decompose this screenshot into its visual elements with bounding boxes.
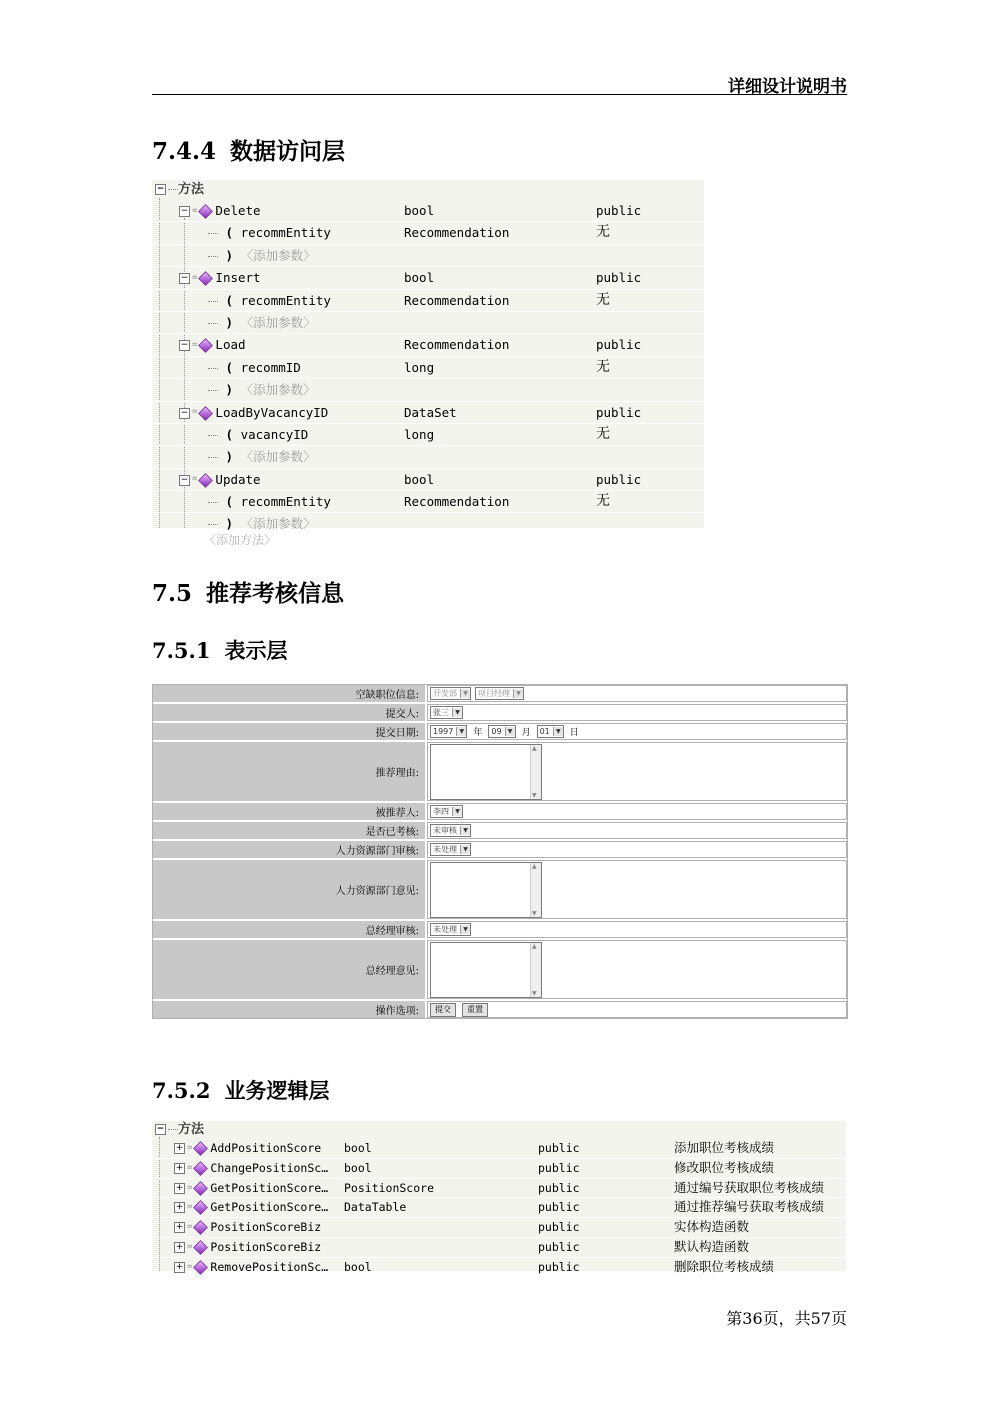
close-paren-icon: ) <box>225 449 234 465</box>
method-name: GetPositionScore… <box>210 1180 329 1195</box>
method-type: bool <box>404 270 435 286</box>
method-name: Delete <box>215 203 261 218</box>
method-node <box>179 469 261 491</box>
method-icon <box>199 473 214 488</box>
section-title: 业务逻辑层 <box>224 1078 330 1103</box>
vacancy-cell <box>427 685 847 702</box>
recommendation-assessment-form <box>152 684 848 1019</box>
method-icon <box>199 204 214 219</box>
tree-connector <box>208 390 218 391</box>
method-node <box>179 267 261 289</box>
section-heading-7-5 <box>152 575 344 608</box>
method-node <box>174 1159 328 1178</box>
nominee-select-value: 李四 <box>433 807 449 816</box>
hr-review-select[interactable] <box>430 843 471 856</box>
tree-root[interactable] <box>152 1121 846 1139</box>
method-type: DataSet <box>404 404 457 420</box>
dropdown-arrow-icon: ▼ <box>460 925 470 934</box>
tree-row-param[interactable] <box>152 491 704 513</box>
param-extra: 无 <box>596 291 610 308</box>
form-row-gm-review <box>153 921 847 940</box>
tree-connector <box>208 524 218 525</box>
tree-row-add-param[interactable] <box>152 312 704 334</box>
method-node <box>179 200 261 222</box>
collapse-icon[interactable]: − <box>156 184 165 194</box>
param-extra: 无 <box>596 358 610 375</box>
method-link-icon: = <box>192 205 198 216</box>
submitter-select-value: 张三 <box>433 708 449 717</box>
form-row-nominee <box>153 803 847 822</box>
department-select-value: 开发部 <box>433 689 457 698</box>
tree-row-add-param[interactable] <box>152 446 704 468</box>
param-node <box>208 222 331 243</box>
tree-row-add-param[interactable] <box>152 379 704 401</box>
method-description: 默认构造函数 <box>674 1238 750 1254</box>
method-node <box>174 1198 328 1217</box>
year-unit: 年 <box>473 728 483 738</box>
assessed-select[interactable] <box>430 824 471 837</box>
tree-row-method[interactable] <box>152 267 704 289</box>
month-select[interactable] <box>488 725 515 738</box>
document-title: 详细设计说明书 <box>728 77 847 97</box>
method-node <box>174 1218 321 1237</box>
method-node <box>174 1139 321 1158</box>
expand-icon[interactable]: + <box>175 1222 184 1233</box>
method-type: DataTable <box>344 1200 407 1215</box>
year-select[interactable] <box>430 725 467 738</box>
method-name: ChangePositionSc… <box>210 1160 329 1175</box>
expand-icon[interactable]: + <box>175 1241 184 1252</box>
tree-row-add-method[interactable] <box>152 532 704 547</box>
collapse-icon[interactable]: − <box>156 1124 165 1134</box>
method-link-icon: = <box>192 272 198 283</box>
gm-review-cell <box>427 921 847 938</box>
dal-rows <box>152 200 704 536</box>
section-number: 7.4.4 <box>152 138 217 165</box>
method-access: public <box>596 404 642 420</box>
method-name: AddPositionScore <box>210 1141 322 1155</box>
tree-row-param[interactable] <box>152 290 704 312</box>
collapse-icon[interactable]: − <box>180 340 189 351</box>
section-heading-7-5-1 <box>152 635 287 665</box>
gm-review-label: 总经理审核: <box>153 921 425 938</box>
dropdown-arrow-icon: ▼ <box>553 727 563 736</box>
method-access: public <box>596 471 642 487</box>
year-select-value: 1997 <box>433 727 454 736</box>
dropdown-arrow-icon: ▼ <box>452 807 462 816</box>
method-node <box>174 1258 328 1277</box>
dropdown-arrow-icon: ▼ <box>456 727 466 736</box>
method-name: GetPositionScore… <box>210 1200 329 1215</box>
add-param-node <box>208 379 316 400</box>
tree-row-method[interactable] <box>152 334 704 356</box>
dropdown-arrow-icon: ▼ <box>513 689 523 698</box>
add-param-node <box>208 312 316 333</box>
param-node <box>208 357 301 378</box>
method-type: bool <box>344 1259 372 1274</box>
tree-row-method[interactable] <box>152 402 704 424</box>
form-row-submitter <box>153 704 847 723</box>
param-name: recommEntity <box>240 494 331 510</box>
tree-connector <box>168 189 178 190</box>
param-name: recommID <box>240 359 301 375</box>
page-footer <box>726 1306 847 1329</box>
tree-row-method[interactable] <box>152 1139 846 1159</box>
hr-opinion-textarea[interactable] <box>430 862 542 918</box>
method-node <box>179 334 246 356</box>
method-type: bool <box>344 1141 372 1155</box>
position-select-value: 项目经理 <box>478 689 510 698</box>
method-link-icon: = <box>187 1242 193 1253</box>
method-name: Insert <box>215 270 261 286</box>
collapse-icon[interactable]: − <box>180 206 189 216</box>
expand-icon[interactable]: + <box>175 1182 184 1193</box>
tree-connector <box>208 368 218 369</box>
section-number: 7.5.1 <box>152 638 211 663</box>
gm-opinion-textarea[interactable] <box>430 942 542 998</box>
open-paren-icon: ( <box>225 494 234 510</box>
dropdown-arrow-icon: ▼ <box>460 689 470 698</box>
textarea-scrollbar[interactable] <box>530 943 541 997</box>
method-link-icon: = <box>192 474 198 485</box>
expand-icon[interactable]: + <box>175 1202 184 1213</box>
tree-row-param[interactable] <box>152 357 704 379</box>
method-icon <box>194 1260 209 1275</box>
gm-review-select-value: 未处理 <box>433 925 457 934</box>
collapse-icon[interactable]: − <box>180 407 189 418</box>
method-link-icon: = <box>192 340 198 351</box>
form-row-vacancy <box>153 685 847 704</box>
method-type: bool <box>344 1160 372 1175</box>
add-param-node <box>208 446 316 467</box>
nominee-select[interactable] <box>430 805 463 818</box>
method-name: LoadByVacancyID <box>215 404 329 420</box>
dropdown-arrow-icon: ▼ <box>460 845 470 854</box>
page-number: 第36页，共57页 <box>726 1309 847 1328</box>
position-select[interactable] <box>475 687 524 700</box>
date-cell <box>427 723 847 740</box>
close-paren-icon: ) <box>225 382 234 398</box>
method-description: 删除职位考核成绩 <box>674 1258 775 1274</box>
hr-review-cell <box>427 841 847 858</box>
method-icon <box>194 1141 209 1156</box>
method-description: 添加职位考核成绩 <box>674 1140 775 1155</box>
param-node <box>208 290 331 311</box>
method-access: public <box>538 1141 580 1155</box>
close-paren-icon: ) <box>225 516 234 532</box>
method-type: Recommendation <box>404 337 510 353</box>
form-row-assessed <box>153 822 847 841</box>
add-param-label: 〈添加参数〉 <box>240 382 316 398</box>
add-param-label: 〈添加参数〉 <box>240 449 316 465</box>
tree-root-label: 方法 <box>178 1122 205 1137</box>
tree-row-method[interactable] <box>152 1198 846 1218</box>
method-icon <box>199 271 214 286</box>
section-title: 表示层 <box>224 638 288 663</box>
method-name: PositionScoreBiz <box>210 1220 322 1235</box>
submitter-label: 提交人: <box>153 704 425 721</box>
nominee-label: 被推荐人: <box>153 803 425 820</box>
method-link-icon: = <box>187 1202 193 1213</box>
expand-icon[interactable]: + <box>175 1162 184 1173</box>
tree-row-method[interactable] <box>152 1179 846 1199</box>
method-access: public <box>538 1160 580 1175</box>
tree-row-param[interactable] <box>152 424 704 446</box>
tree-connector <box>168 1129 178 1130</box>
hr-opinion-label: 人力资源部门意见: <box>153 860 425 919</box>
method-icon <box>194 1161 209 1176</box>
method-icon <box>194 1201 209 1216</box>
expand-icon[interactable]: + <box>175 1261 184 1272</box>
param-type: Recommendation <box>404 292 510 308</box>
open-paren-icon: ( <box>225 225 234 241</box>
tree-connector <box>208 435 218 436</box>
collapse-icon[interactable]: − <box>180 273 189 284</box>
tree-connector <box>208 323 218 324</box>
method-access: public <box>538 1239 580 1254</box>
open-paren-icon: ( <box>225 359 234 375</box>
method-node <box>174 1179 328 1198</box>
method-type: PositionScore <box>344 1180 435 1195</box>
dropdown-arrow-icon: ▼ <box>460 826 470 835</box>
gm-review-select[interactable] <box>430 923 471 936</box>
tree-connector <box>208 256 218 257</box>
tree-row-method[interactable] <box>152 1159 846 1179</box>
method-access: public <box>538 1220 580 1235</box>
method-link-icon: = <box>187 1162 193 1173</box>
method-description: 实体构造函数 <box>674 1219 750 1235</box>
method-link-icon: = <box>187 1222 193 1233</box>
method-node <box>179 402 328 424</box>
method-link-icon: = <box>187 1261 193 1272</box>
tree-root[interactable] <box>152 180 704 200</box>
submitter-select[interactable] <box>430 706 463 719</box>
add-param-node <box>208 245 316 266</box>
method-node <box>174 1238 321 1257</box>
param-name: recommEntity <box>240 292 331 308</box>
param-type: Recommendation <box>404 494 510 510</box>
method-icon <box>194 1240 209 1255</box>
method-access: public <box>538 1259 580 1274</box>
open-paren-icon: ( <box>225 292 234 308</box>
method-link-icon: = <box>187 1143 193 1154</box>
reason-textarea[interactable] <box>430 744 542 800</box>
nominee-cell <box>427 803 847 820</box>
form-row-reason <box>153 742 847 803</box>
section-heading-7-4-4 <box>152 133 345 166</box>
assessed-cell <box>427 822 847 839</box>
method-access: public <box>538 1180 580 1195</box>
expand-icon[interactable]: + <box>175 1143 184 1153</box>
date-label: 提交日期: <box>153 723 425 740</box>
method-description: 修改职位考核成绩 <box>674 1159 775 1175</box>
bll-rows <box>152 1139 846 1278</box>
page-header <box>152 72 847 95</box>
assessed-select-value: 未审核 <box>433 826 457 835</box>
form-row-ops <box>153 1001 847 1018</box>
assessed-label: 是否已考核: <box>153 822 425 839</box>
method-type: bool <box>404 203 435 218</box>
tree-row-method[interactable] <box>152 1258 846 1278</box>
open-paren-icon: ( <box>225 426 234 442</box>
tree-connector <box>208 457 218 458</box>
method-icon <box>199 338 214 353</box>
ops-label: 操作选项: <box>153 1001 425 1018</box>
method-link-icon: = <box>192 407 198 418</box>
add-method-label: 〈添加方法〉 <box>204 532 277 547</box>
form-row-gm-opinion <box>153 940 847 1001</box>
method-icon <box>194 1181 209 1196</box>
reset-button[interactable]: 重置 <box>462 1003 488 1017</box>
tree-row-method[interactable] <box>152 1218 846 1238</box>
tree-row-method[interactable] <box>152 469 704 491</box>
tree-root-label: 方法 <box>178 182 205 197</box>
dropdown-arrow-icon: ▼ <box>452 708 462 717</box>
tree-row-param[interactable] <box>152 222 704 244</box>
tree-row-method[interactable] <box>152 1238 846 1258</box>
tree-row-method[interactable] <box>152 200 704 222</box>
method-description: 通过推荐编号获取考核成绩 <box>674 1199 825 1215</box>
section-heading-7-5-2 <box>152 1075 329 1105</box>
submit-button[interactable]: 提交 <box>430 1003 456 1017</box>
day-unit: 日 <box>569 728 579 738</box>
textarea-scrollbar[interactable] <box>530 863 541 917</box>
method-name: PositionScoreBiz <box>210 1239 322 1254</box>
submitter-cell <box>427 704 847 721</box>
day-select[interactable] <box>537 725 564 738</box>
tree-connector <box>208 301 218 302</box>
section-number: 7.5.2 <box>152 1078 211 1103</box>
add-param-label: 〈添加参数〉 <box>240 516 316 532</box>
tree-connector <box>208 233 218 234</box>
section-number: 7.5 <box>152 580 193 607</box>
form-row-hr-review <box>153 841 847 860</box>
method-access: public <box>596 203 642 218</box>
method-description: 通过编号获取职位考核成绩 <box>674 1179 825 1195</box>
day-select-value: 01 <box>539 727 550 736</box>
method-icon <box>199 406 214 421</box>
add-param-label: 〈添加参数〉 <box>240 247 316 263</box>
param-type: Recommendation <box>404 225 510 241</box>
vacancy-label: 空缺职位信息: <box>153 685 425 702</box>
bll-method-tree <box>152 1121 846 1274</box>
department-select[interactable] <box>430 687 471 700</box>
method-access: public <box>596 270 642 286</box>
method-icon <box>194 1220 209 1235</box>
method-link-icon: = <box>187 1182 193 1193</box>
tree-row-add-param[interactable] <box>152 245 704 267</box>
reason-cell <box>427 742 847 801</box>
form-row-date <box>153 723 847 742</box>
param-node <box>208 491 331 512</box>
collapse-icon[interactable]: − <box>180 474 189 485</box>
section-title: 数据访问层 <box>230 138 346 165</box>
param-name: recommEntity <box>240 225 331 241</box>
textarea-scrollbar[interactable] <box>530 745 541 799</box>
method-type: bool <box>404 471 435 487</box>
param-extra: 无 <box>596 224 610 241</box>
gm-opinion-cell <box>427 940 847 999</box>
param-extra: 无 <box>596 493 610 510</box>
dropdown-arrow-icon: ▼ <box>505 727 515 736</box>
form-row-hr-opinion <box>153 860 847 921</box>
method-name: Update <box>215 471 261 487</box>
section-title: 推荐考核信息 <box>206 580 345 607</box>
close-paren-icon: ) <box>225 247 234 263</box>
param-type: long <box>404 359 435 375</box>
method-access: public <box>538 1200 580 1215</box>
reason-label: 推荐理由: <box>153 742 425 801</box>
add-param-label: 〈添加参数〉 <box>240 314 316 330</box>
close-paren-icon: ) <box>225 314 234 330</box>
param-node <box>208 424 308 445</box>
method-name: Load <box>215 337 246 353</box>
hr-review-label: 人力资源部门审核: <box>153 841 425 858</box>
month-unit: 月 <box>521 728 531 738</box>
param-name: vacancyID <box>240 426 309 442</box>
method-access: public <box>596 337 642 353</box>
month-select-value: 09 <box>491 727 502 736</box>
tree-connector <box>208 502 218 503</box>
ops-cell <box>427 1001 847 1018</box>
param-type: long <box>404 426 435 442</box>
dal-method-tree <box>152 180 704 547</box>
hr-review-select-value: 未处理 <box>433 845 457 854</box>
param-extra: 无 <box>596 425 610 442</box>
method-name: RemovePositionSc… <box>210 1259 329 1274</box>
hr-opinion-cell <box>427 860 847 919</box>
gm-opinion-label: 总经理意见: <box>153 940 425 999</box>
